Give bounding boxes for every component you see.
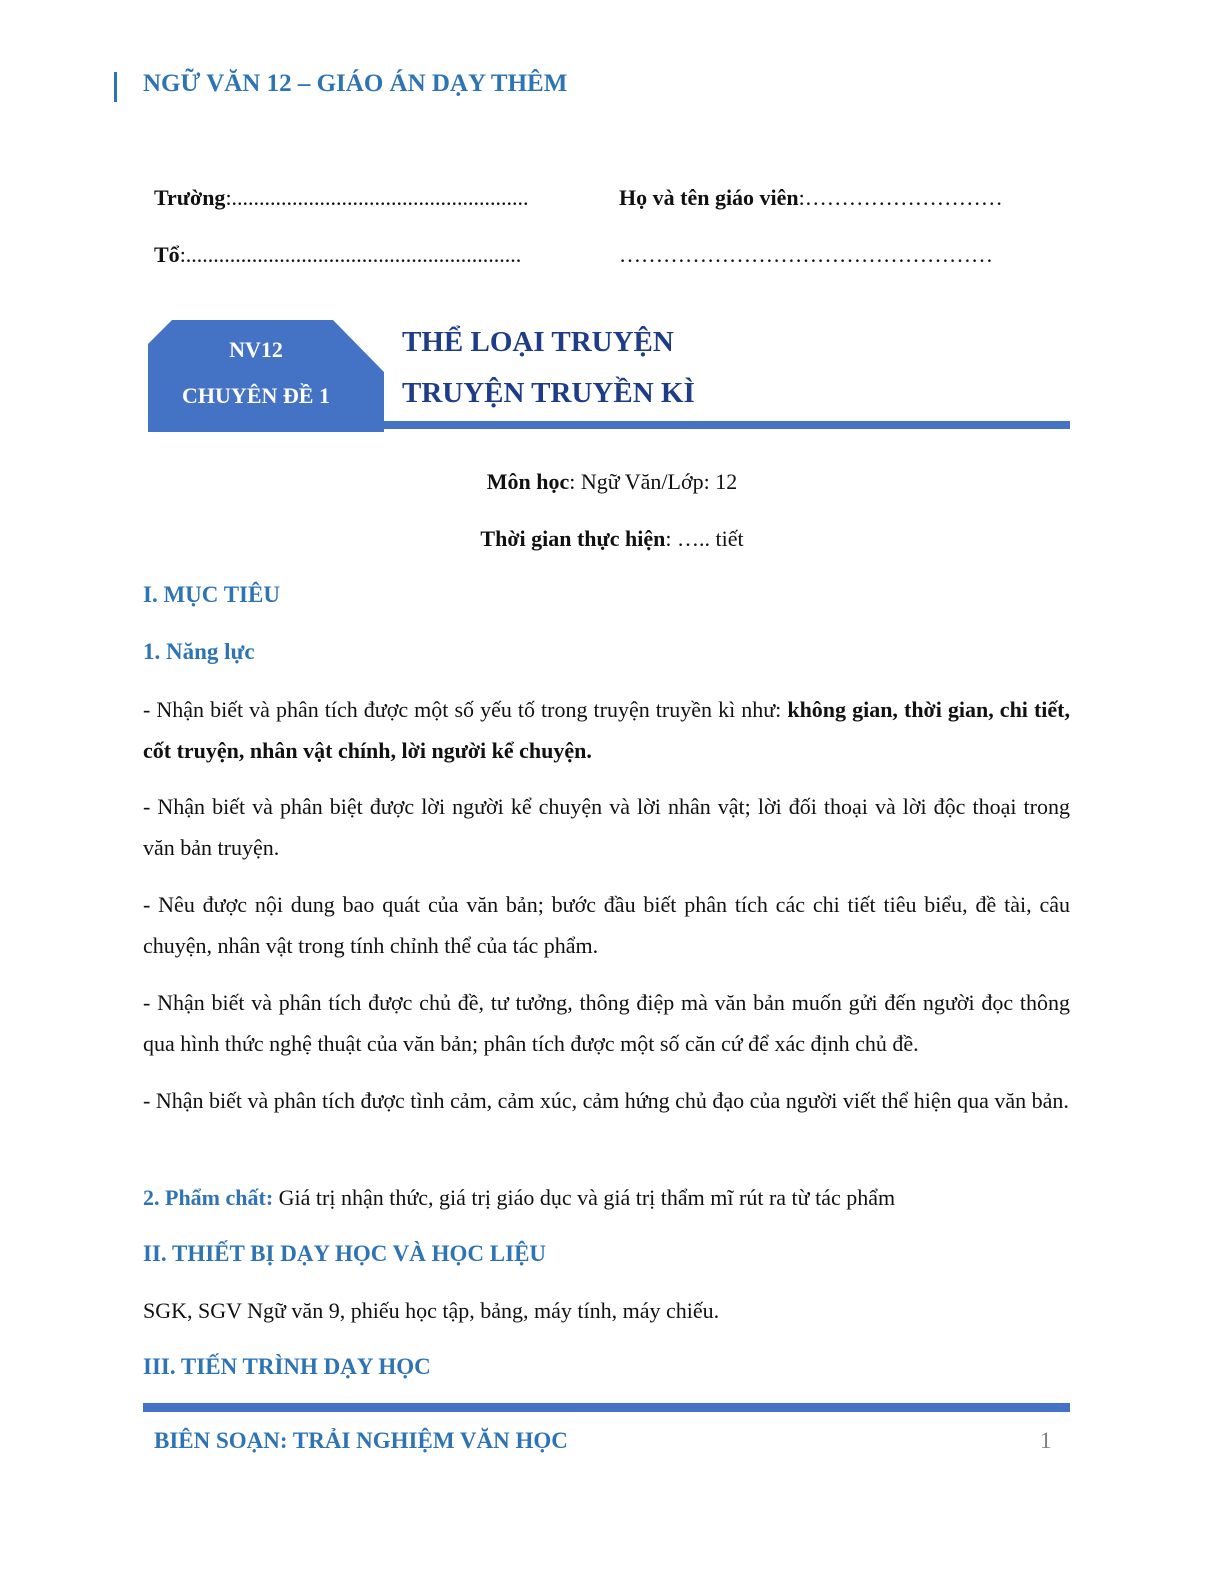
topic-title-line1: THỂ LOẠI TRUYỆN [402,326,674,358]
paragraph-5: - Nhận biết và phân tích được tình cảm, cảm xúc, cảm hứng chủ đạo của người viết thể hiện qua văn bản. [143,1088,1069,1113]
page-number: 1 [1040,1428,1052,1453]
paragraph-1 [143,689,1070,771]
paragraph-1-bold: không gian, thời gian, chi tiết, cốt truyện, nhân vật chính, lời người kể chuyện. [143,697,1070,763]
group-label: Tổ [154,242,180,267]
paragraph-1-text: - Nhận biết và phân tích được một số yếu tố trong truyện truyền kì như: [143,697,788,722]
header-accent-bar [114,72,117,102]
paragraph-4: - Nhận biết và phân tích được chủ đề, tư tưởng, thông điệp mà văn bản muốn gửi đến người đọc thông qua hình thức nghệ thuật của văn bản; phân tích được một số căn cứ để xác định chủ đề. [143,990,1070,1056]
qualities-line [143,1185,895,1211]
subject-line [0,469,1224,495]
teacher-field-continued: …………………………………………… [619,242,993,267]
time-value: : ….. tiết [665,526,744,551]
header-title: NGỮ VĂN 12 – GIÁO ÁN DẠY THÊM [143,70,568,97]
paragraph-3: - Nêu được nội dung bao quát của văn bản; bước đầu biết phân tích các chi tiết tiêu biểu, đề tài, câu chuyện, nhân vật trong tính chỉnh thể của tác phẩm. [143,892,1070,958]
subsection-heading-competence: 1. Năng lực [143,639,255,664]
school-label: Trường [154,185,226,210]
school-value: :...................................................... [225,185,529,210]
footer-rule [143,1403,1070,1412]
topic-title-line2: TRUYỆN TRUYỀN KÌ [402,377,695,409]
topic-number: CHUYÊN ĐỀ 1 [182,383,330,408]
footer-author: BIÊN SOẠN: TRẢI NGHIỆM VĂN HỌC [154,1428,568,1453]
qualities-label: 2. Phẩm chất: [143,1185,274,1210]
teacher-value: :……………………… [798,185,1003,210]
time-line [0,526,1224,552]
paragraph-2: - Nhận biết và phân biệt được lời người kể chuyện và lời nhân vật; lời đối thoại và lời độc thoại trong văn bản truyện. [143,794,1070,860]
teacher-field [619,185,1003,211]
group-field [154,242,521,268]
section-heading-equipment: II. THIẾT BỊ DẠY HỌC VÀ HỌC LIỆU [143,1241,547,1266]
group-value: :............................................................. [179,242,522,267]
time-label: Thời gian thực hiện [480,526,666,551]
subject-value: : Ngữ Văn/Lớp: 12 [569,469,738,494]
topic-code: NV12 [229,337,283,362]
equipment-text: SGK, SGV Ngữ văn 9, phiếu học tập, bảng, máy tính, máy chiếu. [143,1298,720,1323]
section-heading-objectives: I. MỤC TIÊU [143,582,280,607]
teacher-label: Họ và tên giáo viên [619,185,799,210]
subject-label: Môn học [486,469,570,494]
qualities-text: Giá trị nhận thức, giá trị giáo dục và giá trị thẩm mĩ rút ra từ tác phẩm [273,1185,896,1210]
school-field [154,185,529,211]
section-heading-process: III. TIẾN TRÌNH DẠY HỌC [143,1354,431,1379]
banner-rule [384,421,1070,429]
